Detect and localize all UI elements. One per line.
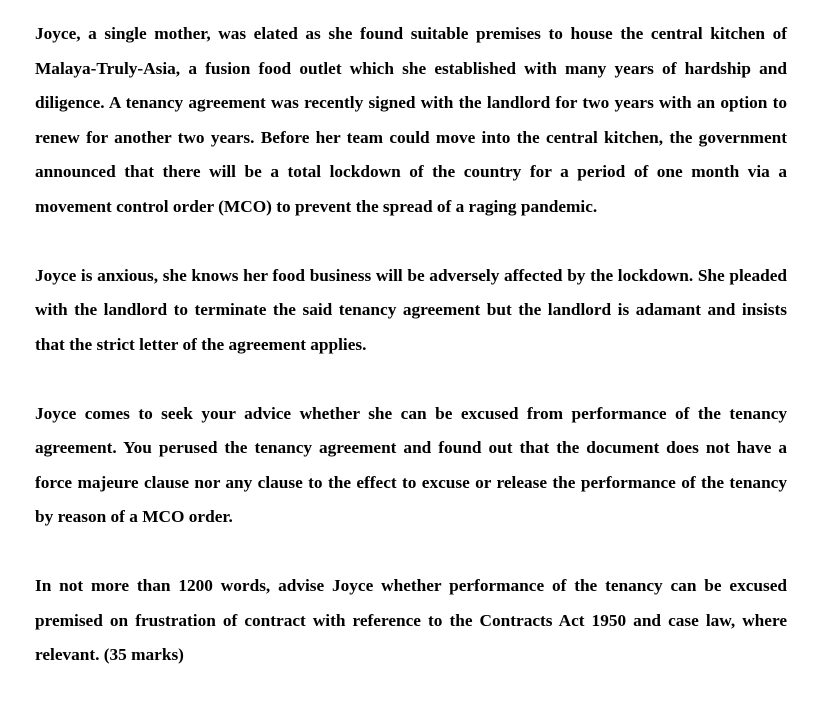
paragraph-lockdown-concern: Joyce is anxious, she knows her food business will be adversely affected by the lockdown. She pleaded with the landlord to terminate the said tenancy agreement but the landlord is adamant and insists that the strict letter of the agreement applies. [35, 265, 787, 354]
document-body [35, 17, 787, 673]
paragraph-advice-request: Joyce comes to seek your advice whether she can be excused from performance of the tenancy agreement. You perused the tenancy agreement and found out that the document does not have a force majeure clause nor any clause to the effect to excuse or release the performance of the tenancy by reason of a MCO order. [35, 403, 787, 526]
paragraph-question-task: In not more than 1200 words, advise Joyce whether performance of the tenancy can be excused premised on frustration of contract with reference to the Contracts Act 1950 and case law, where relevant. (35 marks) [35, 576, 787, 664]
paragraph-scenario: Joyce, a single mother, was elated as she found suitable premises to house the central kitchen of Malaya-Truly-Asia, a fusion food outlet which she established with many years of hardship and diligence. A tenancy agreement was recently signed with the landlord for two years with an option to renew for another two years. Before her team could move into the central kitchen, the government announced that there will be a total lockdown of the country for a period of one month via a movement control order (MCO) to prevent the spread of a raging pandemic. [35, 24, 787, 216]
